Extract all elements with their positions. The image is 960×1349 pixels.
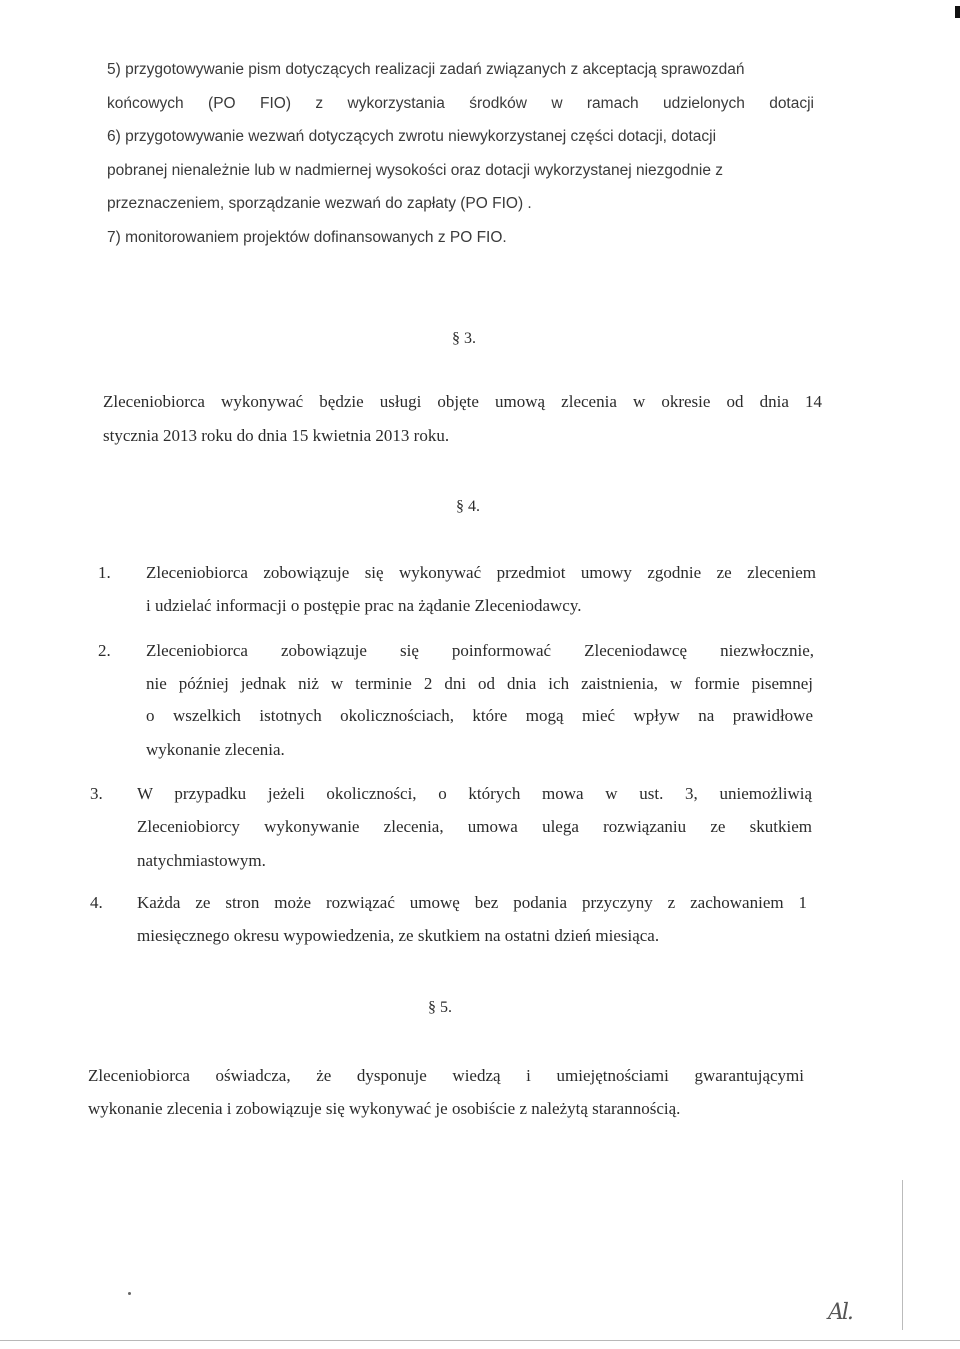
item5-line1: 5) przygotowywanie pism dotyczących realizacji zadań związanych z akceptacją sprawozdań xyxy=(107,61,745,78)
section4-item1-line1: Zleceniobiorca zobowiązuje się wykonywać przedmiot umowy zgodnie ze zleceniem xyxy=(146,563,816,582)
section4-item3-line3: natychmiastowym. xyxy=(137,851,266,870)
item6-line2: pobranej nienależnie lub w nadmiernej wysokości oraz dotacji wykorzystanej niezgodnie z xyxy=(107,162,724,179)
section4-item3-line2: Zleceniobiorcy wykonywanie zlecenia, umowa ulega rozwiązaniu ze skutkiem xyxy=(137,817,812,836)
section3-heading: § 3. xyxy=(452,330,476,347)
section3-line1: Zleceniobiorca wykonywać będzie usługi objęte umową zlecenia w okresie od dnia 14 xyxy=(103,392,822,411)
section4-item2-line1: Zleceniobiorca zobowiązuje się poinformować Zleceniodawcę niezwłocznie, xyxy=(146,641,814,660)
item6-line1: 6) przygotowywanie wezwań dotyczących zwrotu niewykorzystanej części dotacji, dotacji xyxy=(107,128,717,145)
scan-dot xyxy=(128,1292,131,1295)
item-number: 3. xyxy=(90,784,103,803)
item-number: 1. xyxy=(98,563,111,582)
scan-mark xyxy=(955,6,960,18)
bottom-edge-line xyxy=(0,1340,960,1341)
section4-item2-line4: wykonanie zlecenia. xyxy=(146,740,285,759)
section4-item4-line2: miesięcznego okresu wypowiedzenia, ze skutkiem na ostatni dzień miesiąca. xyxy=(137,926,660,945)
section5-line2: wykonanie zlecenia i zobowiązuje się wykonywać je osobiście z należytą starannością. xyxy=(88,1099,681,1118)
section5-heading: § 5. xyxy=(428,999,452,1016)
item-number: 4. xyxy=(90,893,103,912)
section3-line2: stycznia 2013 roku do dnia 15 kwietnia 2013 roku. xyxy=(103,426,450,445)
section4-item1-line2: i udzielać informacji o postępie prac na żądanie Zleceniodawcy. xyxy=(146,596,582,615)
section4-item2-line2: nie później jednak niż w terminie 2 dni od dnia ich zaistnienia, w formie pisemnej xyxy=(146,674,813,693)
item-number: 2. xyxy=(98,641,111,660)
scan-edge-line xyxy=(902,1180,903,1330)
section4-item2-line3: o wszelkich istotnych okolicznościach, które mogą mieć wpływ na prawidłowe xyxy=(146,706,813,725)
item7: 7) monitorowaniem projektów dofinansowanych z PO FIO. xyxy=(107,229,507,246)
signature: Al. xyxy=(828,1300,852,1325)
item6-line3: przeznaczeniem, sporządzanie wezwań do zapłaty (PO FIO) . xyxy=(107,195,532,212)
section5-line1: Zleceniobiorca oświadcza, że dysponuje wiedzą i umiejętnościami gwarantującymi xyxy=(88,1066,804,1085)
section4-heading: § 4. xyxy=(456,498,480,515)
section4-item3-line1: W przypadku jeżeli okoliczności, o których mowa w ust. 3, uniemożliwią xyxy=(137,784,812,803)
item5-line2: końcowych (PO FIO) z wykorzystania środków w ramach udzielonych dotacji xyxy=(107,95,814,112)
section4-item4-line1: Każda ze stron może rozwiązać umowę bez podania przyczyny z zachowaniem 1 xyxy=(137,893,807,912)
